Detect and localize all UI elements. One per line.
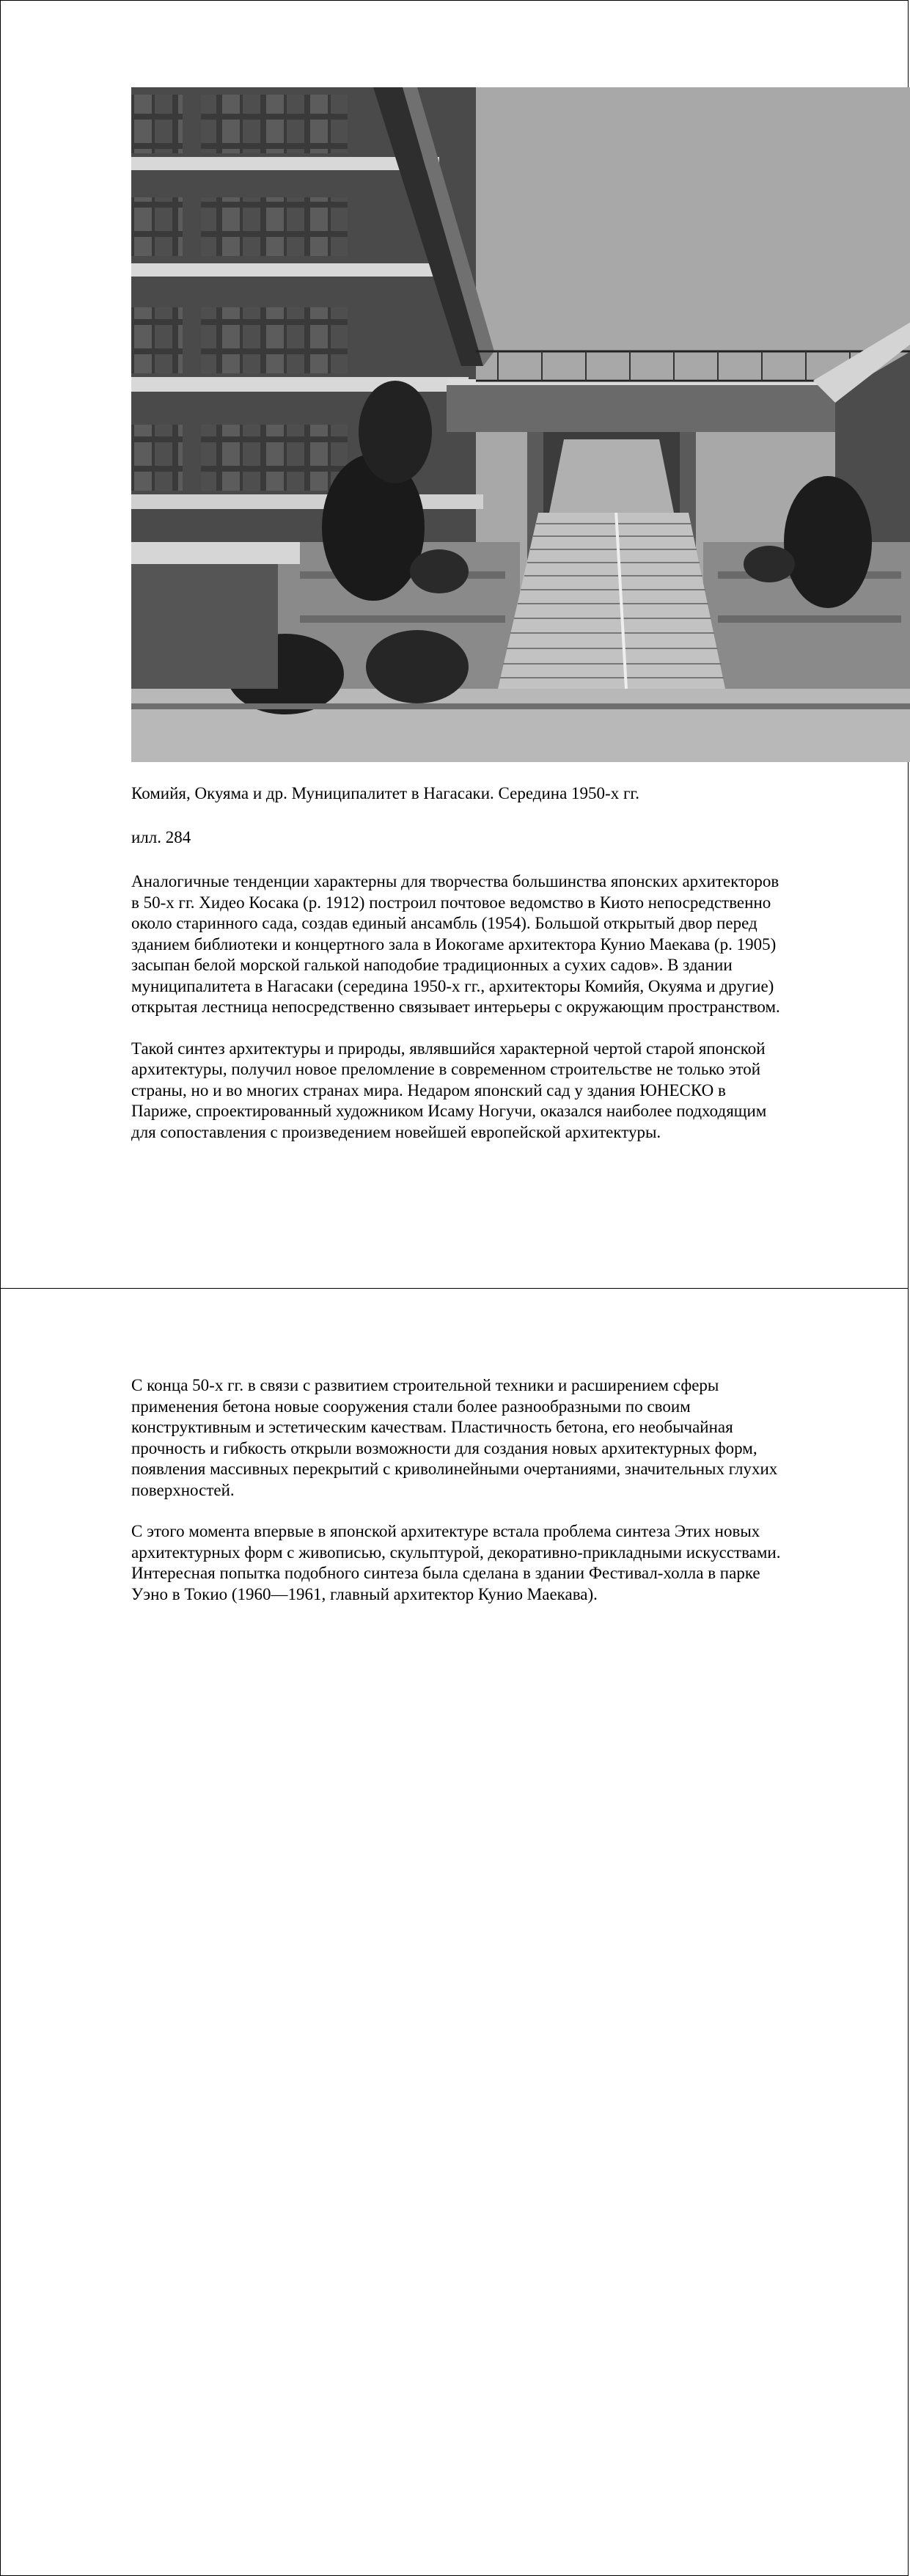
page-2 <box>0 1288 909 2576</box>
text-line: Париже, спроектированный художником Исаму Ногучи, оказался наиболее подходящим <box>131 1102 767 1120</box>
text-line: С конца 50-х гг. в связи с развитием строительной техники и расширением сферы <box>131 1376 719 1394</box>
photo-illustration <box>131 87 910 762</box>
text-line: около старинного сада, создав единый ансамбль (1954). Большой открытый двор перед <box>131 914 757 932</box>
text-line: появления массивных перекрытий с криволинейными очертаниями, значительных глухих <box>131 1460 778 1478</box>
figure-caption: Комийя, Окуяма и др. Муниципалитет в Нагасаки. Середина 1950-х гг. <box>131 784 639 802</box>
text-line: открытая лестница непосредственно связывает интерьеры с окружающим пространством. <box>131 998 780 1016</box>
page-1-body <box>131 871 857 1163</box>
text-line: Такой синтез архитектуры и природы, являвшийся характерной чертой старой японской <box>131 1039 766 1058</box>
text-line: Интересная попытка подобного синтеза была сделана в здании Фестивал-холла в парке <box>131 1564 760 1582</box>
text-line: Аналогичные тенденции характерны для творчества большинства японских архитекторов <box>131 872 779 890</box>
paragraph <box>131 871 857 1018</box>
text-line: страны, но и во многих странах мира. Недаром японский сад у здания ЮНЕСКО в <box>131 1080 726 1099</box>
text-line: конструктивным и эстетическим качествам. Пластичность бетона, его необычайная <box>131 1418 733 1436</box>
illustration-number: илл. 284 <box>131 828 191 846</box>
text-line: Уэно в Токио (1960—1961, главный архитектор Кунио Маекава). <box>131 1584 598 1603</box>
text-line: поверхностей. <box>131 1480 235 1499</box>
text-line: зданием библиотеки и концертного зала в Иокогаме архитектора Кунио Маекава (р. 1905) <box>131 934 777 954</box>
text-line: архитектуры, получил новое преломление в современном строительстве не только этой <box>131 1060 761 1078</box>
text-line: засыпан белой морской галькой наподобие традиционных а сухих садов». В здании <box>131 956 733 974</box>
text-line: применения бетона новые сооружения стали более разнообразными по своим <box>131 1397 691 1416</box>
text-line: в 50-х гг. Хидео Косака (р. 1912) построил почтовое ведомство в Киото непосредственно <box>131 893 771 912</box>
text-line: для сопоставления с произведением новейшей европейской архитектуры. <box>131 1122 661 1141</box>
text-line: муниципалитета в Нагасаки (середина 1950-х гг., архитекторы Комийя, Окуяма и другие) <box>131 976 774 995</box>
text-line: архитектурных форм с живописью, скульптурой, декоративно-прикладными искусствами. <box>131 1543 781 1562</box>
paragraph <box>131 1039 857 1144</box>
text-line: прочность и гибкость открыли возможности для создания новых архитектурных форм, <box>131 1438 757 1457</box>
municipal-building-photo <box>131 87 910 762</box>
page-1 <box>0 0 909 1289</box>
text-line: С этого момента впервые в японской архитектуре встала проблема синтеза Этих новых <box>131 1522 760 1540</box>
paragraph <box>131 1375 857 1501</box>
paragraph <box>131 1521 857 1605</box>
page-2-body <box>131 1375 857 1625</box>
